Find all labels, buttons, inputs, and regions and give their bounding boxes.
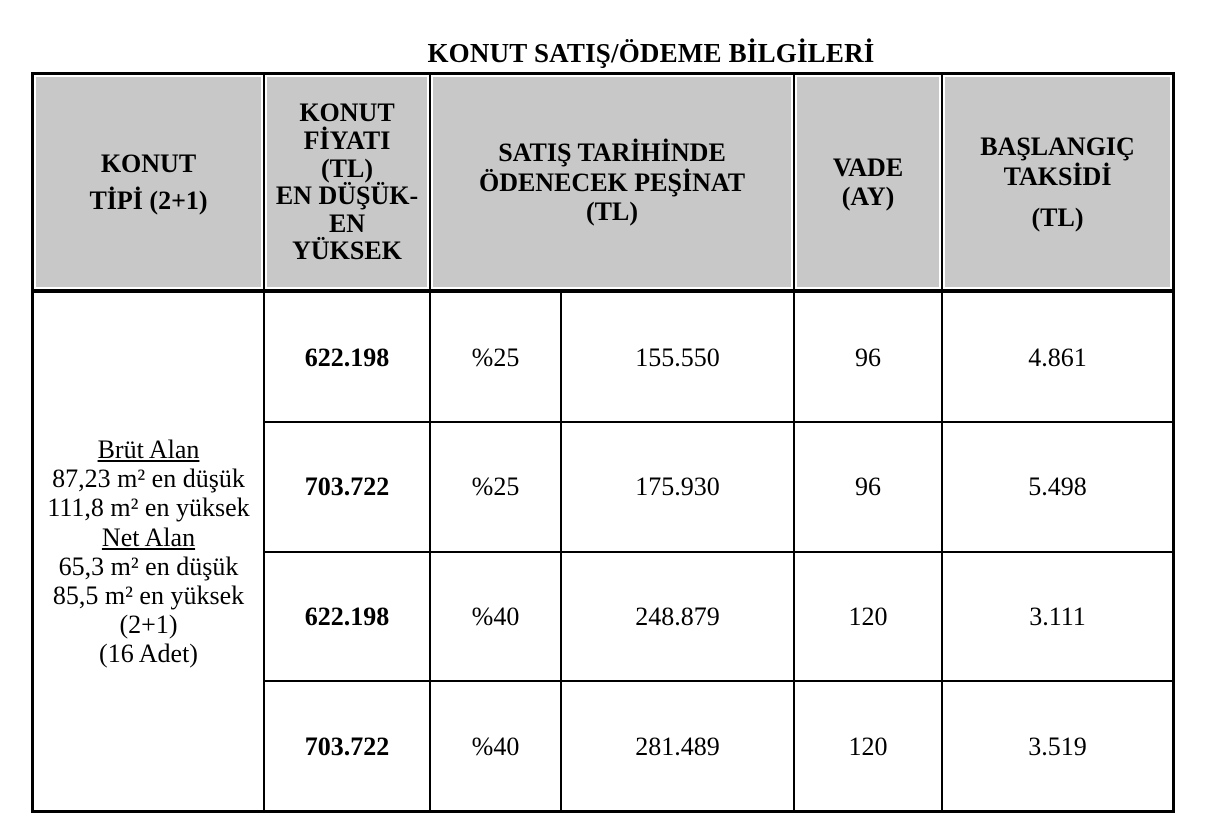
- header-taksit-line-1: BAŞLANGIÇ: [980, 132, 1135, 162]
- brut-alan-max: 111,8 m² en yüksek: [47, 493, 250, 523]
- installment-cell: 4.861: [943, 293, 1172, 423]
- down-payment-cell: 155.550: [562, 293, 795, 423]
- header-row: [34, 75, 1172, 293]
- header-pesinat-line-3: (TL): [586, 196, 638, 226]
- net-alan-max: 85,5 m² en yüksek: [52, 580, 245, 610]
- konut-adet: (16 Adet): [99, 638, 198, 668]
- price-cell: 703.722: [265, 423, 431, 553]
- price-cell: 622.198: [265, 293, 431, 423]
- term-cell: 96: [795, 423, 943, 553]
- header-konut-fiyati: [265, 75, 431, 293]
- percent-cell: %25: [431, 293, 562, 423]
- header-konut-fiyati-line-5: EN: [328, 208, 366, 238]
- konut-tip: (2+1): [119, 609, 178, 639]
- header-konut-tipi-line-2: TİPİ (2+1): [89, 186, 208, 216]
- term-cell: 96: [795, 293, 943, 423]
- installment-cell: 3.519: [1028, 731, 1087, 761]
- header-konut-fiyati-line-4: EN DÜŞÜK-: [275, 181, 419, 211]
- document-title: KONUT SATIŞ/ÖDEME BİLGİLERİ: [427, 38, 875, 68]
- price-cell: 703.722: [265, 682, 431, 810]
- percent-cell: %40: [431, 553, 562, 683]
- header-pesinat-line-1: SATIŞ TARİHİNDE: [498, 138, 726, 168]
- down-payment-cell: 175.930: [562, 423, 795, 553]
- table-row: [34, 293, 1172, 423]
- header-vade-line-2: (AY): [841, 182, 895, 212]
- brut-alan-label: Brüt Alan: [97, 435, 200, 465]
- sales-payment-table: [31, 72, 1175, 813]
- header-pesinat: [431, 75, 795, 293]
- header-taksit-line-3: (TL): [1031, 202, 1084, 232]
- header-konut-fiyati-line-6: YÜKSEK: [292, 236, 402, 266]
- header-konut-tipi: [34, 75, 265, 293]
- down-payment-cell: 281.489: [562, 682, 795, 810]
- header-konut-fiyati-line-1: KONUT: [299, 98, 395, 128]
- installment-cell: 3.111: [943, 553, 1172, 683]
- header-vade-line-1: VADE: [832, 153, 904, 182]
- percent-cell: %25: [431, 423, 562, 553]
- term-cell: 120: [795, 553, 943, 683]
- down-payment-cell: 248.879: [562, 553, 795, 683]
- header-pesinat-line-2: ÖDENECEK PEŞİNAT: [478, 167, 746, 197]
- net-alan-min: 65,3 m² en düşük: [58, 551, 239, 581]
- brut-alan-min: 87,23 m² en düşük: [52, 464, 245, 494]
- net-alan-label: Net Alan: [101, 522, 196, 552]
- term-cell: 120: [795, 682, 943, 810]
- header-vade: [795, 75, 943, 293]
- installment-cell: 5.498: [943, 423, 1172, 553]
- price-cell: 622.198: [265, 553, 431, 683]
- header-konut-fiyati-line-2: FİYATI: [303, 126, 391, 156]
- percent-cell: %40: [431, 682, 562, 810]
- header-konut-tipi-line-1: KONUT: [100, 149, 197, 178]
- header-taksit: [943, 75, 1172, 293]
- header-taksit-line-2: TAKSİDİ: [1003, 161, 1112, 191]
- konut-tipi-cell: [34, 293, 265, 810]
- header-konut-fiyati-line-3: (TL): [321, 153, 373, 183]
